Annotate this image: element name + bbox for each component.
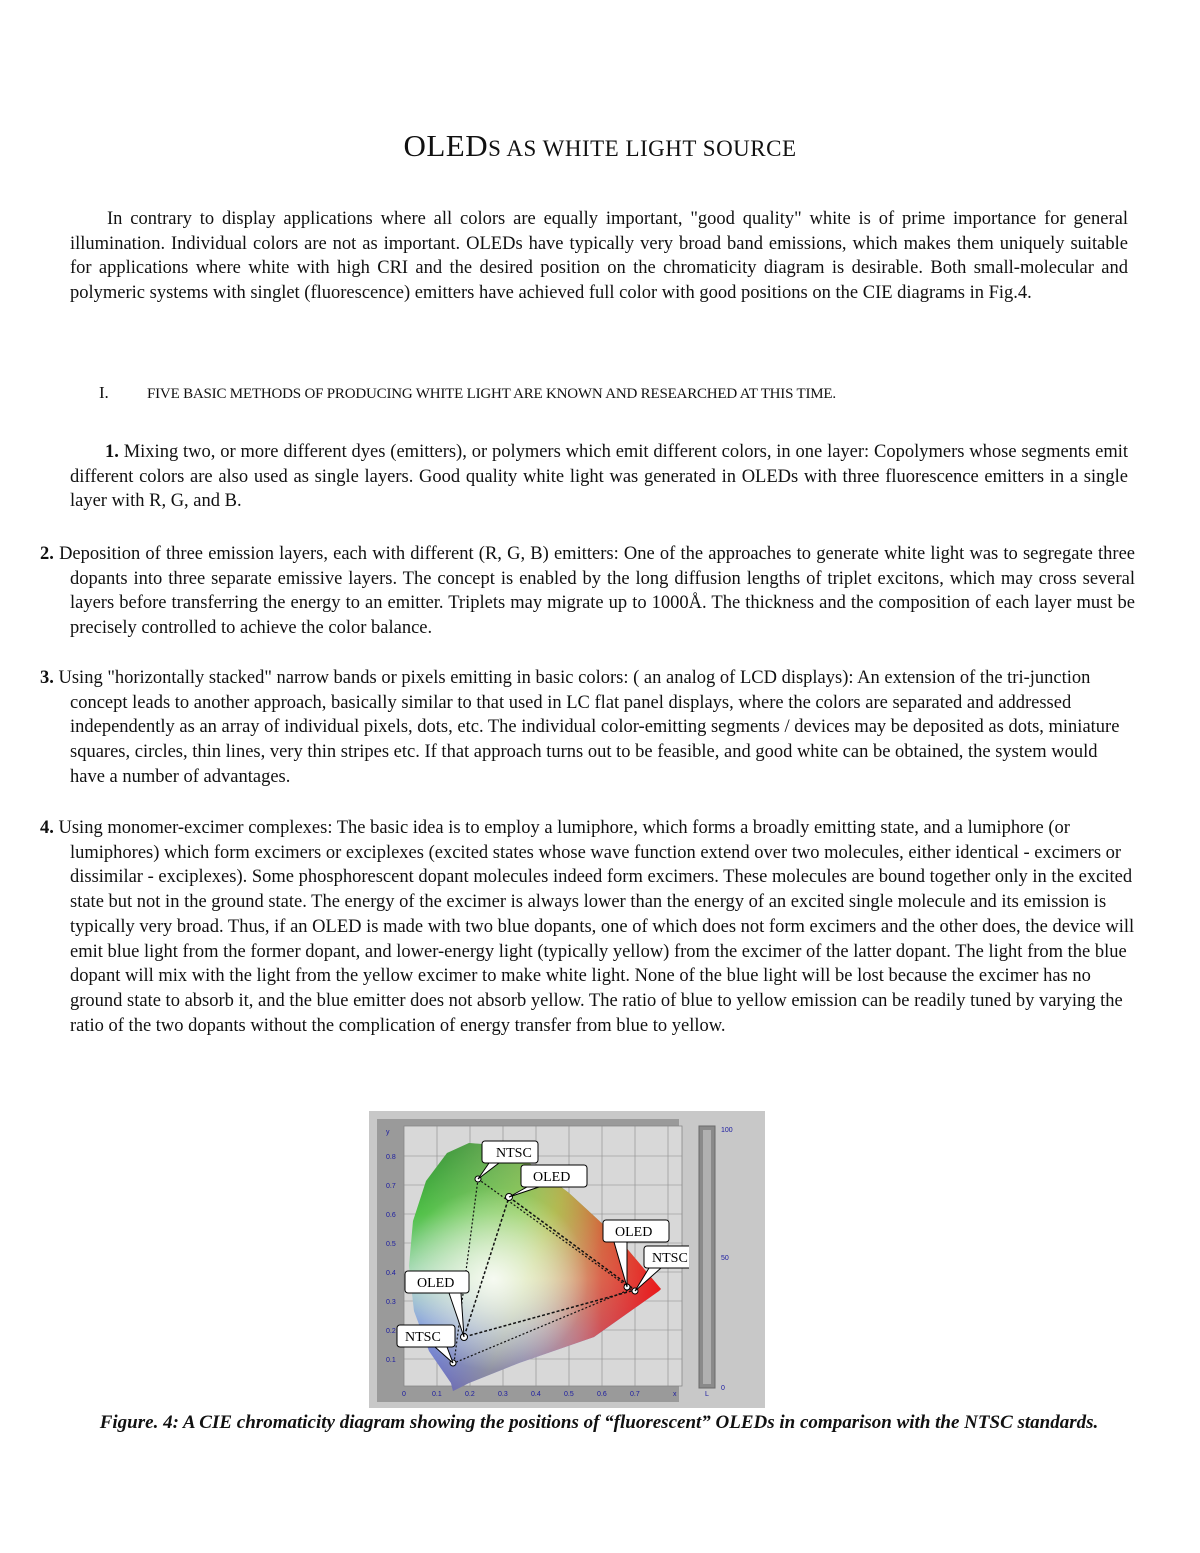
list-item: 2. Deposition of three emission layers, each with different (R, G, B) emitters: One of the approaches to generate white light was to segregate three dopants into three separate emissive layers. The concept is enabled by the long diffusion lengths of triplet excitons, which may cross several layers before transferring the energy to an emitter. Triplets may migrate up to 1000Å. The thickness and the composition of each layer must be precisely controlled to achieve the color balance. [40,544,1135,639]
scale-mid-label: 50 [721,1255,729,1262]
cie-chromaticity-figure [369,1111,765,1408]
x-axis-label: x [673,1391,677,1398]
y-tick: 0.7 [386,1183,396,1190]
list-item: 1. Mixing two, or more different dyes (emitters), or polymers which emit different colors, in one layer: Copolymers whose segments emit different colors are also used as single layers. Good quality white light was generated in OLEDs with three fluorescence emitters in a single layer with R, G, and B. [70,442,1128,512]
page-title: OLEDS AS WHITE LIGHT SOURCE [403,128,797,163]
figure-caption: Figure. 4: A CIE chromaticity diagram showing the positions of “fluorescent” OLEDs in comparison with the NTSC standards. [99,1412,1099,1433]
list-item: 3. Using "horizontally stacked" narrow bands or pixels emitting in basic colors: ( an analog of LCD displays): An extension of the tri-junction concept leads to another approach, basically similar to that used in LC flat panel displays, where the colors are separated and addressed independently as an array of individual pixels, dots, etc. The individual color-emitting segments / devices may be deposited as dots, miniature squares, circles, thin lines, very thin stripes etc. If that approach turns out to be feasible, and good white can be obtained, the system would have a number of advantages. [40,668,1120,787]
x-tick: 0.1 [432,1391,442,1398]
intro-paragraph: In contrary to display applications where all colors are equally important, "good quality" white is of prime importance for general illumination. Individual colors are not as important. OLEDs have typically very broad band emissions, which makes them uniquely suitable for applications where white with high CRI and the desired position on the chromaticity diagram is desirable. Both small-molecular and polymeric systems with singlet (fluorescence) emitters have achieved full color with good positions on the CIE diagrams in Fig.4. [70,209,1128,304]
x-tick: 0.2 [465,1391,475,1398]
y-tick: 0.4 [386,1270,396,1277]
scale-max-label: 100 [721,1127,733,1134]
section-heading: I. FIVE BASIC METHODS OF PRODUCING WHITE LIGHT ARE KNOWN AND RESEARCHED AT THIS TIME. [99,383,836,402]
x-tick: 0.7 [630,1391,640,1398]
x-tick: 0 [402,1391,406,1398]
y-tick: 0.5 [386,1241,396,1248]
svg-text:OLED: OLED [615,1225,653,1240]
x-tick: 0.6 [597,1391,607,1398]
y-tick: 0.8 [386,1154,396,1161]
scale-min-label: 0 [721,1385,725,1392]
x-tick: 0.5 [564,1391,574,1398]
y-tick: 0.1 [386,1357,396,1364]
x-tick: 0.4 [531,1391,541,1398]
scale-axis-label: L [705,1391,709,1398]
y-tick: 0.6 [386,1212,396,1219]
svg-text:NTSC: NTSC [405,1330,441,1345]
svg-text:NTSC: NTSC [496,1146,532,1161]
svg-text:OLED: OLED [417,1276,455,1291]
svg-text:OLED: OLED [533,1170,571,1185]
svg-text:NTSC: NTSC [652,1251,688,1266]
y-tick: 0.2 [386,1328,396,1335]
x-tick: 0.3 [498,1391,508,1398]
y-axis-label: y [386,1129,390,1136]
list-item: 4. Using monomer-excimer complexes: The basic idea is to employ a lumiphore, which forms a broadly emitting state, and a lumiphore (or lumiphores) which form excimers or exciplexes (excited states whose wave function extend over two molecules, either identical - excimers or dissimilar - exciplexes). Some phosphorescent dopant molecules indeed form excimers. These molecules are bound together only in the excited state but not in the ground state. The energy of the excimer is always lower than the energy of an excited single molecule and its emission is typically very broad. Thus, if an OLED is made with two blue dopants, one of which does not form excimers and the other does, the device will emit blue light from the former dopant, and lower-energy light (typically yellow) from the excimer of the latter dopant. The light from the blue dopant will mix with the light from the yellow excimer to make white light. None of the blue light will be lost because the excimer has no ground state to absorb it, and the blue emitter does not absorb yellow. The ratio of blue to yellow emission can be readily tuned by varying the ratio of the two dopants without the complication of energy transfer from blue to yellow. [40,818,1135,1036]
y-tick: 0.3 [386,1299,396,1306]
